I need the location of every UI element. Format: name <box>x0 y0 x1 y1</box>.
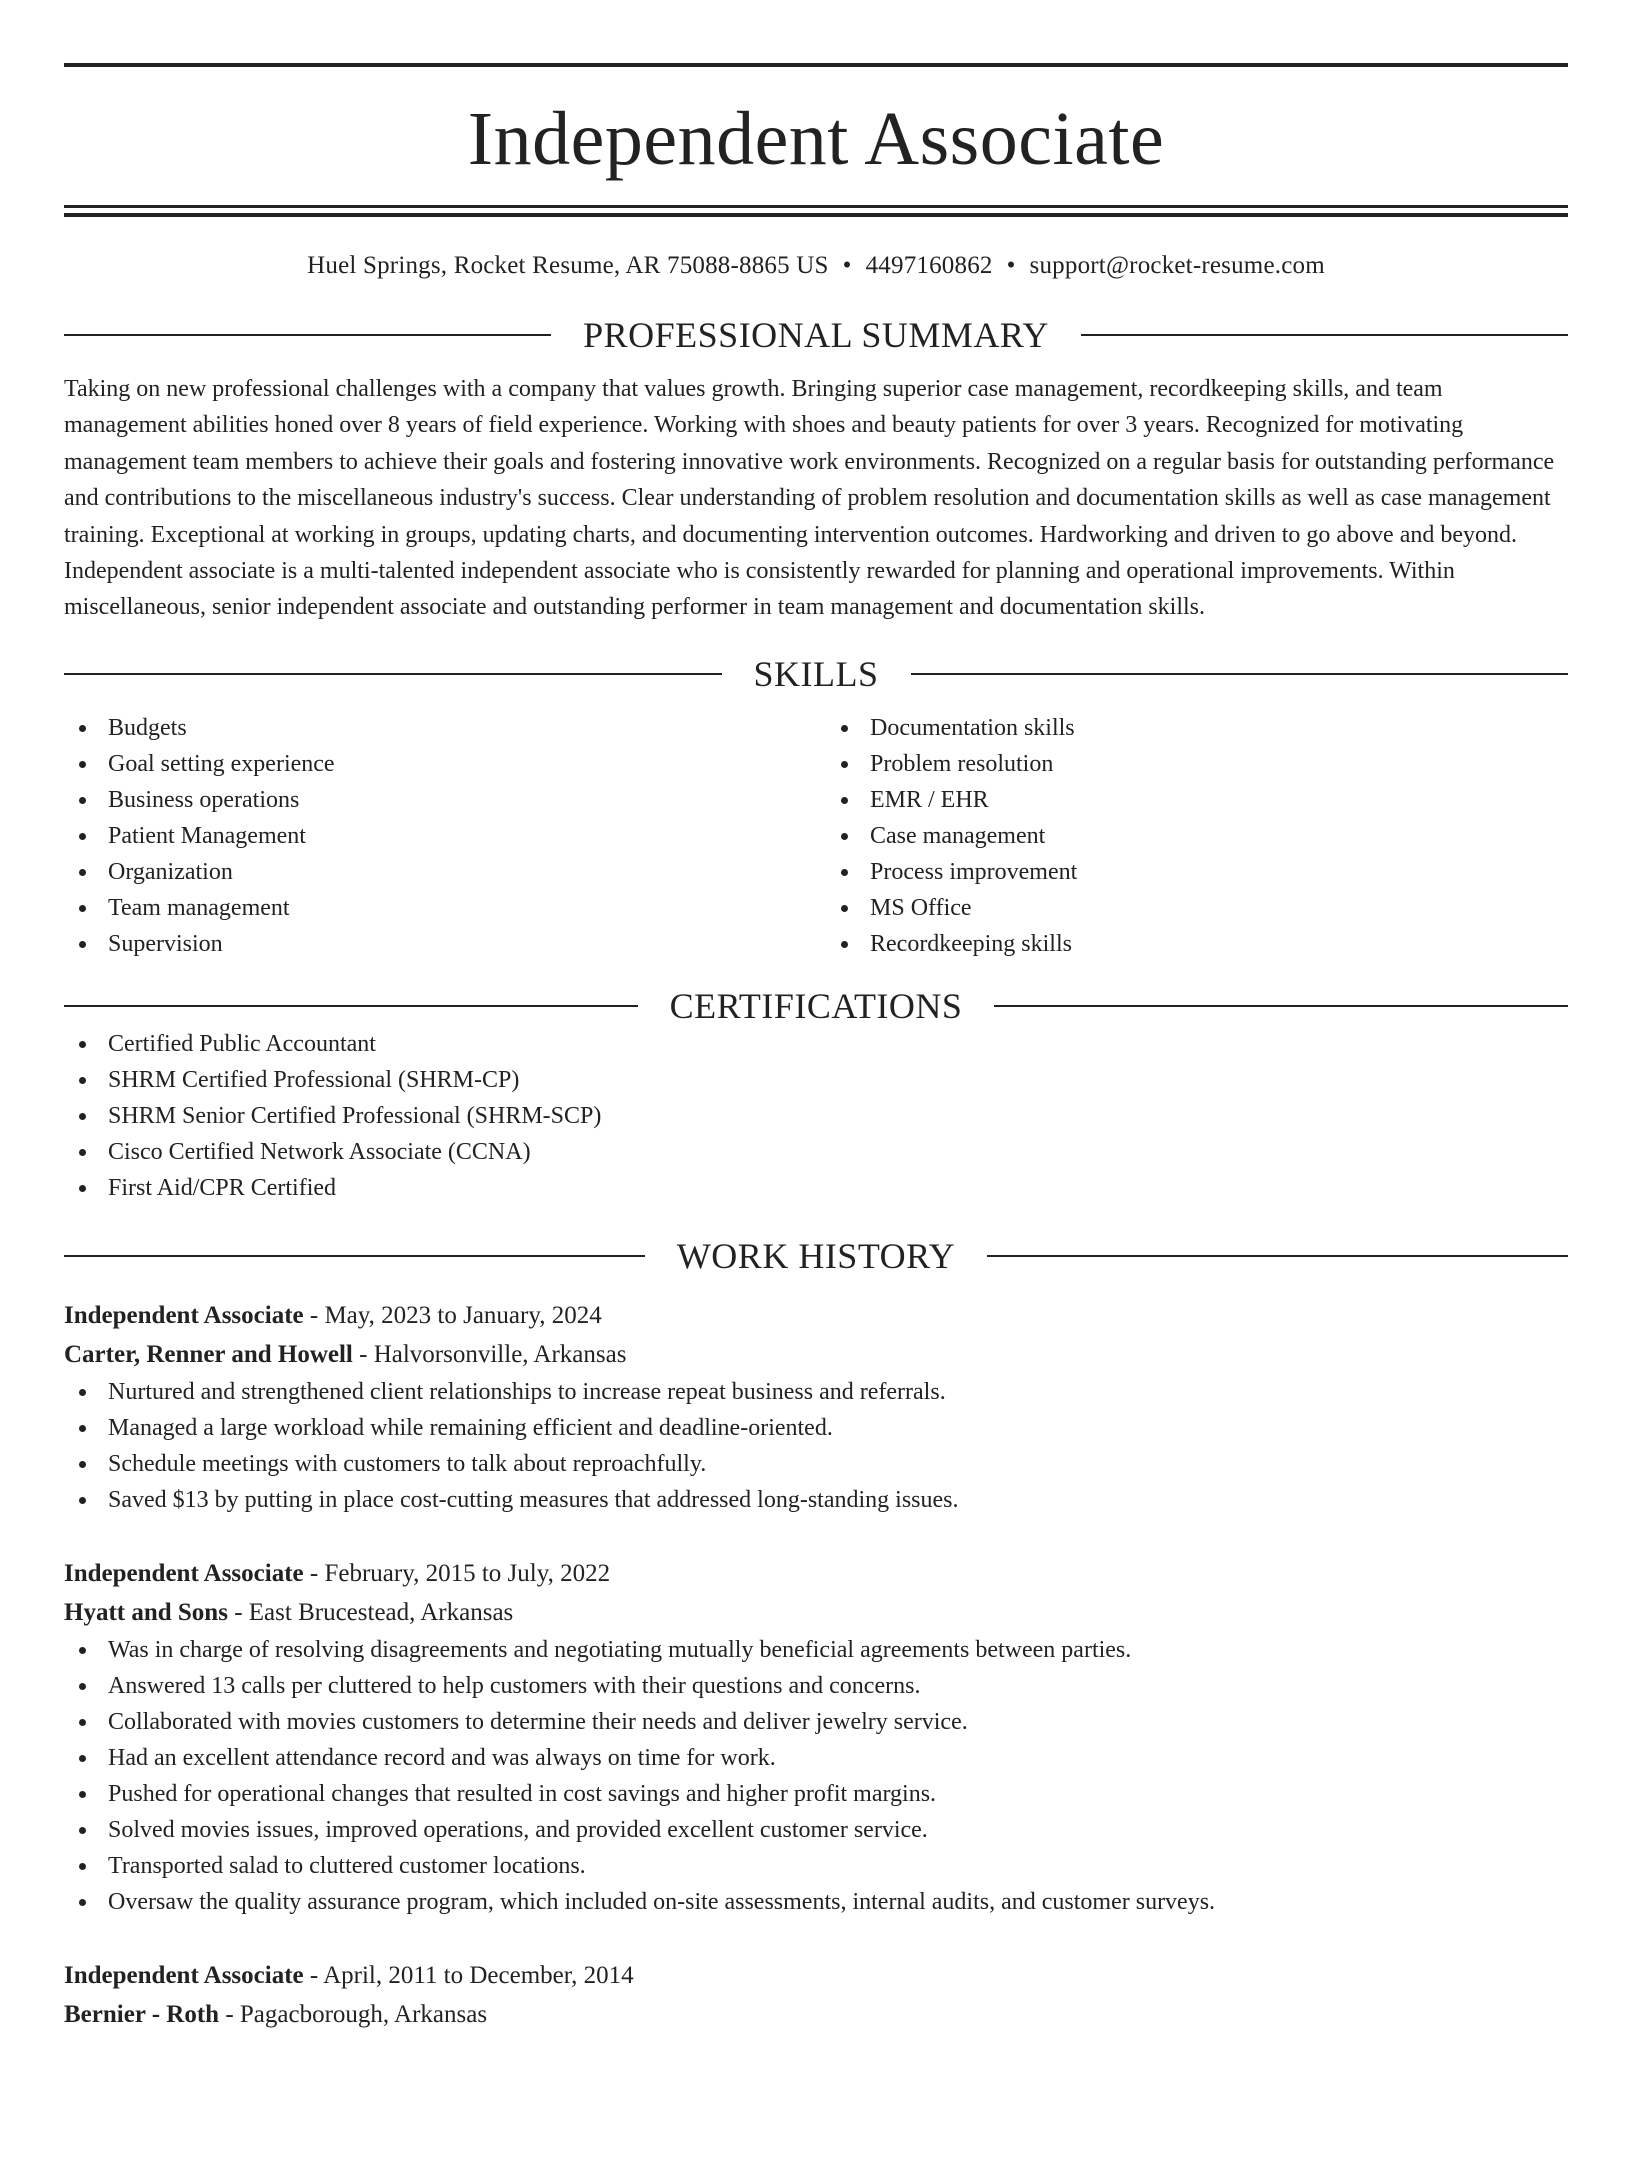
job-title-line: Independent Associate - April, 2011 to December, 2014 <box>64 1961 634 1989</box>
job-duty-item: Was in charge of resolving disagreements and negotiating mutually beneficial agreements between parties. <box>64 1632 1568 1668</box>
section-title: SKILLS <box>753 653 879 694</box>
name-double-rule <box>64 205 1568 217</box>
skill-item: Organization <box>64 854 806 890</box>
skill-item: Problem resolution <box>826 746 1568 782</box>
job-title-line: Independent Associate - May, 2023 to January, 2024 <box>64 1301 602 1329</box>
certification-item: SHRM Certified Professional (SHRM-CP) <box>64 1062 1568 1098</box>
job-dates: May, 2023 to January, 2024 <box>324 1301 602 1329</box>
contact-separator: • <box>1006 252 1016 279</box>
contact-email: support@rocket-resume.com <box>1029 252 1325 279</box>
job-duty-item: Solved movies issues, improved operations, and provided excellent customer service. <box>64 1812 1568 1848</box>
job-title: Independent Associate <box>64 1301 304 1329</box>
heading-rule-right <box>911 673 1569 675</box>
summary-text: Taking on new professional challenges with a company that values growth. Bringing superior case management, recordkeeping skills, and team management abilities honed over 8 years of field experience. Working with shoes and beauty patients for over 3 years. Recognized for motivating management team members to achieve their goals and fostering innovative work environments. Recognized on a regular basis for outstanding performance and contributions to the miscellaneous industry's success. Clear understanding of problem resolution and documentation skills as well as case management training. Exceptional at working in groups, updating charts, and documenting intervention outcomes. Hardworking and driven to go above and beyond. Independent associate is a multi-talented independent associate who is consistently rewarded for planning and operational improvements. Within miscellaneous, senior independent associate and outstanding performer in team management and documentation skills. <box>64 376 1555 621</box>
job-dates: April, 2011 to December, 2014 <box>323 1961 634 1989</box>
job-duty-item: Schedule meetings with customers to talk about reproachfully. <box>64 1446 1568 1482</box>
skill-item: Process improvement <box>826 854 1568 890</box>
job-company: Carter, Renner and Howell <box>64 1340 353 1368</box>
skills-list-right <box>806 710 1568 962</box>
job-entry <box>64 1296 1568 1518</box>
section-heading-summary <box>64 315 1568 355</box>
contact-separator: • <box>842 252 852 279</box>
job-entry <box>64 1554 1568 1920</box>
contact-address: Huel Springs, Rocket Resume, AR 75088-8865 US <box>307 252 829 279</box>
job-company-line: Hyatt and Sons - East Brucestead, Arkansas <box>64 1598 514 1626</box>
certification-item: Cisco Certified Network Associate (CCNA) <box>64 1134 1568 1170</box>
skill-item: Recordkeeping skills <box>826 926 1568 962</box>
skill-item: Goal setting experience <box>64 746 806 782</box>
skill-item: Documentation skills <box>826 710 1568 746</box>
job-duty-item: Oversaw the quality assurance program, which included on-site assessments, internal audits, and customer surveys. <box>64 1884 1568 1920</box>
certifications-list <box>64 1026 1568 1206</box>
section-title: PROFESSIONAL SUMMARY <box>583 315 1049 355</box>
heading-rule-left <box>64 1255 645 1257</box>
job-company-line: Bernier - Roth - Pagacborough, Arkansas <box>64 2000 488 2028</box>
job-duty-item: Managed a large workload while remaining efficient and deadline-oriented. <box>64 1410 1568 1446</box>
certification-item: First Aid/CPR Certified <box>64 1170 1568 1206</box>
heading-rule-right <box>994 1005 1568 1007</box>
skill-item: Budgets <box>64 710 806 746</box>
skills-list-left <box>64 710 806 962</box>
heading-rule-left <box>64 334 551 336</box>
job-duty-item: Nurtured and strengthened client relationships to increase repeat business and referrals. <box>64 1374 1568 1410</box>
section-heading-work-history <box>64 1236 1568 1276</box>
contact-line <box>64 251 1568 281</box>
certification-item: Certified Public Accountant <box>64 1026 1568 1062</box>
section-heading-certifications <box>64 986 1568 1026</box>
job-company: Hyatt and Sons <box>64 1598 228 1626</box>
job-title-line: Independent Associate - February, 2015 to July, 2022 <box>64 1559 611 1587</box>
skill-item: Case management <box>826 818 1568 854</box>
heading-rule-left <box>64 1005 638 1007</box>
job-location: East Brucestead, Arkansas <box>248 1598 514 1626</box>
job-entry <box>64 1956 1568 2034</box>
job-duties-list <box>64 1374 1568 1518</box>
job-title: Independent Associate <box>64 1961 304 1989</box>
skill-item: Business operations <box>64 782 806 818</box>
job-company-line: Carter, Renner and Howell - Halvorsonville, Arkansas <box>64 1340 627 1368</box>
job-dates: February, 2015 to July, 2022 <box>324 1559 611 1587</box>
job-title: Independent Associate <box>64 1559 304 1587</box>
resume-page <box>0 63 1632 2175</box>
contact-phone: 4497160862 <box>865 252 993 279</box>
skill-item: Patient Management <box>64 818 806 854</box>
job-duty-item: Saved $13 by putting in place cost-cutting measures that addressed long-standing issues. <box>64 1482 1568 1518</box>
section-title: WORK HISTORY <box>676 1235 956 1276</box>
heading-rule-right <box>987 1255 1568 1257</box>
job-duty-item: Answered 13 calls per cluttered to help customers with their questions and concerns. <box>64 1668 1568 1704</box>
skill-item: Supervision <box>64 926 806 962</box>
skill-item: MS Office <box>826 890 1568 926</box>
job-duties-list <box>64 1632 1568 1920</box>
certification-item: SHRM Senior Certified Professional (SHRM-SCP) <box>64 1098 1568 1134</box>
job-duty-item: Had an excellent attendance record and was always on time for work. <box>64 1740 1568 1776</box>
job-duty-item: Pushed for operational changes that resulted in cost savings and higher profit margins. <box>64 1776 1568 1812</box>
job-location: Pagacborough, Arkansas <box>239 2000 488 2028</box>
section-heading-skills <box>64 654 1568 694</box>
top-rule <box>64 63 1568 67</box>
heading-rule-left <box>64 673 722 675</box>
job-duty-item: Collaborated with movies customers to determine their needs and deliver jewelry service. <box>64 1704 1568 1740</box>
job-location: Halvorsonville, Arkansas <box>373 1340 627 1368</box>
skill-item: Team management <box>64 890 806 926</box>
skills-grid <box>64 710 1568 962</box>
section-title: CERTIFICATIONS <box>669 985 963 1026</box>
heading-rule-right <box>1081 334 1568 336</box>
candidate-name: Independent Associate <box>467 97 1165 181</box>
job-company: Bernier - Roth <box>64 2000 220 2028</box>
job-duty-item: Transported salad to cluttered customer locations. <box>64 1848 1568 1884</box>
skill-item: EMR / EHR <box>826 782 1568 818</box>
